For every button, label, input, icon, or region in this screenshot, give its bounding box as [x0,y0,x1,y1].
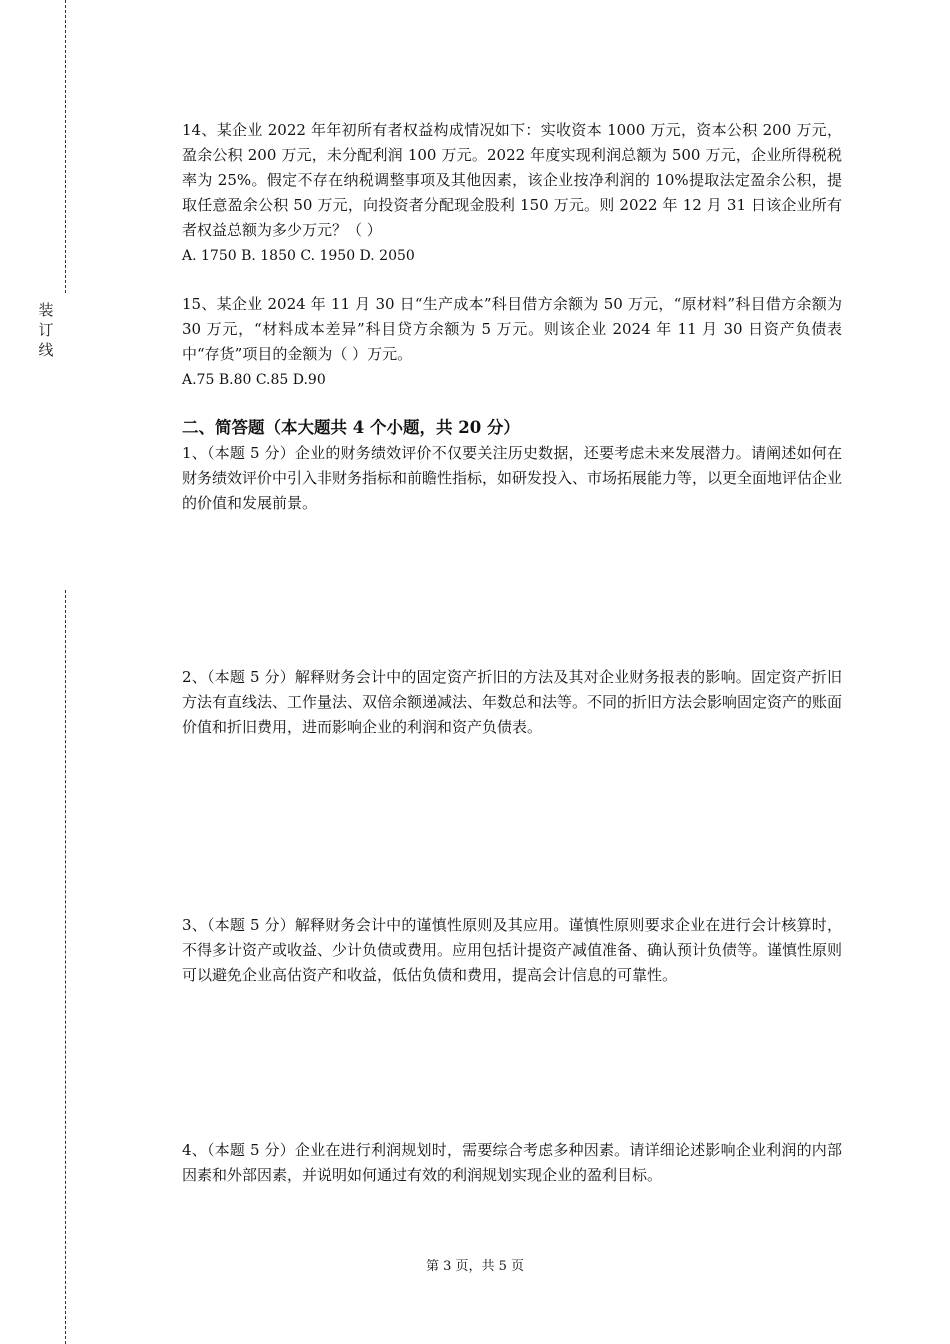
binding-line-top [65,0,66,293]
section-heading: 二、简答题（本大题共 4 个小题，共 20 分） [182,418,520,437]
question-14-text: 14、某企业 2022 年年初所有者权益构成情况如下：实收资本 1000 万元，资本公积 200 万元，盈余公积 200 万元，未分配利润 100 万元。2022 年度实现利润总额为 500 万元，企业所得税税率为 25%。假定不存在纳税调整事项及其他因素，该企业按净利润的 10%提取法定盈余公积，提取任意盈余公积 50 万元，向投资者分配现金股利 150 万元。则 2022 年 12 月 31 日该企业所有者权益总额为多少万元？（ ） [182,121,842,239]
page-number: 第 3 页，共 5 页 [425,1259,525,1274]
question-14-options: A. 1750 B. 1850 C. 1950 D. 2050 [182,248,415,264]
short-answer-question-4: 4、（本题 5 分）企业在进行利润规划时，需要综合考虑多种因素。请详细论述影响企业利润的内部因素和外部因素，并说明如何通过有效的利润规划实现企业的盈利目标。 [182,1141,842,1184]
binding-label-char: 线 [38,341,54,359]
binding-label-char: 订 [38,321,54,339]
short-answer-question-2: 2、（本题 5 分）解释财务会计中的固定资产折旧的方法及其对企业财务报表的影响。固定资产折旧方法有直线法、工作量法、双倍余额递减法、年数总和法等。不同的折旧方法会影响固定资产的账面价值和折旧费用，进而影响企业的利润和资产负债表。 [182,668,843,736]
question-15-options: A.75 B.80 C.85 D.90 [182,372,326,388]
question-15-text: 15、某企业 2024 年 11 月 30 日“生产成本”科目借方余额为 50 万元，“原材料”科目借方余额为 30 万元，“材料成本差异”科目贷方余额为 5 万元。则该企业 2024 年 11 月 30 日资产负债表中“存货”项目的金额为（ ）万元。 [182,295,847,363]
binding-line-bottom [65,590,66,1344]
short-answer-question-3: 3、（本题 5 分）解释财务会计中的谨慎性原则及其应用。谨慎性原则要求企业在进行会计核算时，不得多计资产或收益、少计负债或费用。应用包括计提资产减值准备、确认预计负债等。谨慎性原则可以避免企业高估资产和收益，低估负债和费用，提高会计信息的可靠性。 [182,916,843,984]
binding-line-label [36,300,56,360]
binding-label-char: 装 [38,301,54,319]
short-answer-question-1: 1、（本题 5 分）企业的财务绩效评价不仅要关注历史数据，还要考虑未来发展潜力。请阐述如何在财务绩效评价中引入非财务指标和前瞻性指标，如研发投入、市场拓展能力等，以更全面地评估企业的价值和发展前景。 [182,444,843,512]
